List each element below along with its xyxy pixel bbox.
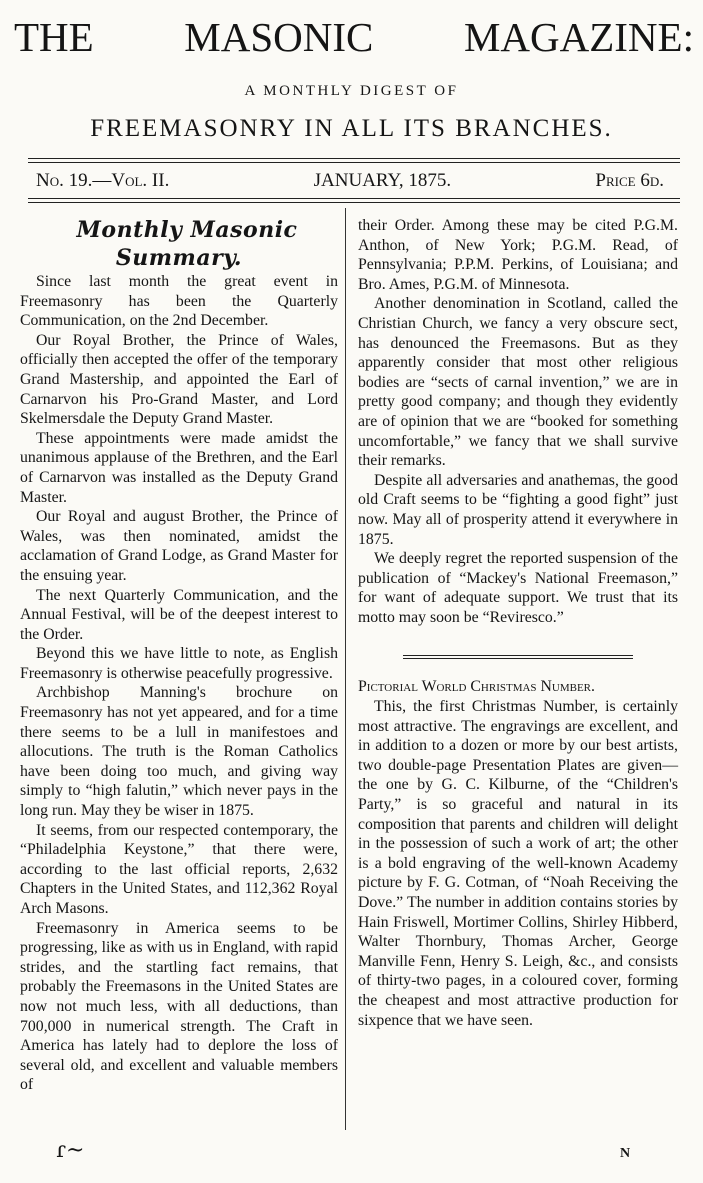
issue-number: No. 19.—Vol. II. (36, 170, 170, 191)
signature-letter: N (620, 1146, 631, 1161)
summary-paragraph: It seems, from our respected contemporary, the “Philadelphia Keystone,” that there were, according to the last official reports, 2,632 Chapters in the United States, and 112,362 Royal Arch Masons. (20, 821, 338, 917)
right-column (358, 216, 678, 1030)
printer-mark: ɾ~ (56, 1138, 85, 1163)
summary-continued: their Order. Among these may be cited P.G.M. Anthon, of New York; P.G.M. Read, of Pennsylvania; P.P.M. Perkins, of Louisiana; and Bro. Ames, P.G.M. of Minnesota. (358, 217, 678, 293)
bottom-rule (28, 198, 680, 199)
summary-paragraph: Another denomination in Scotland, called the Christian Church, we fancy a very obscure sect, has denounced the Freemasons. But as they apparently consider that most other religious bodies are “sects of carnal invention,” we are in pretty good company; and though they evidently are of opinion that we are “booked for something uncomfortable,” we fancy that we shall survive their remarks. (358, 295, 678, 470)
summary-paragraph: Archbishop Manning's brochure on Freemasonry has not yet appeared, and for a time there seems to be a lull in manifestoes and allocutions. The truth is the Roman Catholics have been doing too much, and giving way simply to “high falutin,” which never pays in the long run. May they be wiser in 1875. (20, 684, 338, 820)
summary-paragraph: Since last month the great event in Freemasonry has been the Quarterly Communication, on the 2nd December. (20, 273, 338, 330)
left-column (20, 216, 338, 1095)
summary-paragraph: Our Royal and august Brother, the Prince of Wales, was then nominated, amidst the acclamation of Grand Lodge, as Grand Master for the ensuing year. (20, 508, 338, 584)
subtitle: A MONTHLY DIGEST OF (244, 83, 459, 99)
title-word-masonic: MASONIC (184, 14, 374, 60)
title-word-the: THE (14, 14, 94, 60)
summary-paragraph: Despite all adversaries and anathemas, the good old Craft seems to be “fighting a good fight” just now. May all of prosperity attend it everywhere in 1875. (358, 471, 678, 548)
top-rule (28, 158, 680, 159)
issue-date: JANUARY, 1875. (313, 170, 452, 191)
column-divider (345, 208, 346, 1130)
summary-paragraph: The next Quarterly Communication, and the Annual Festival, will be of the deepest interest to the Order. (20, 586, 338, 643)
magazine-title (14, 14, 694, 60)
section-divider (403, 655, 633, 665)
issue-price: Price 6d. (595, 170, 664, 191)
bottom-rule-inner (28, 202, 680, 203)
pictorial-body: This, the first Christmas Number, is certainly most attractive. The engravings are excellent, and in addition to a dozen or more by our best artists, two double-page Presentation Plates are given—the one by G. C. Kilburne, of the “Children's Party,” is so graceful and natural in its composition that parents and children will delight in the possession of such a work of art; the other is a bold engraving of the well-known Academy picture by F. G. Cotman, of “Noah Receiving the Dove.” The number in addition contains stories by Hain Friswell, Mortimer Collins, Shirley Hibberd, Walter Thornbury, Thomas Archer, George Manville Fenn, Henry S. Leigh, &c., and consists of thirty-two pages, in a coloured cover, forming the cheapest and most attractive production for sixpence that we have seen. (358, 698, 678, 1029)
issue-line (36, 170, 664, 192)
summary-paragraph: Beyond this we have little to note, as English Freemasonry is otherwise peacefully progressive. (20, 645, 338, 682)
top-rule-inner (28, 162, 680, 163)
summary-heading: Monthly Masonic Summary. (76, 217, 298, 271)
title-word-magazine: MAGAZINE: (463, 14, 694, 60)
big-subtitle: FREEMASONRY IN ALL ITS BRANCHES. (90, 115, 613, 142)
pictorial-heading: Pictorial World Christmas Number. (358, 678, 595, 696)
summary-paragraph: Freemasonry in America seems to be progressing, like as with us in England, with rapid strides, and the startling fact remains, that probably the Freemasons in the United States are now not much less, with all deductions, than 700,000 in numerical strength. The Craft in America has lately had to deplore the loss of several old, and excellent and valuable members of (20, 919, 338, 1094)
summary-paragraph: Our Royal Brother, the Prince of Wales, officially then accepted the offer of the temporary Grand Mastership, and appointed the Earl of Carnarvon his Pro-Grand Master, and Lord Skelmersdale the Deputy Grand Master. (20, 331, 338, 428)
summary-paragraph: These appointments were made amidst the unanimous applause of the Brethren, and the Earl of Carnarvon was installed as the Deputy Grand Master. (20, 429, 338, 506)
summary-paragraph: We deeply regret the reported suspension of the publication of “Mackey's National Freemason,” for want of adequate support. We trust that its motto may soon be “Reviresco.” (358, 550, 678, 626)
